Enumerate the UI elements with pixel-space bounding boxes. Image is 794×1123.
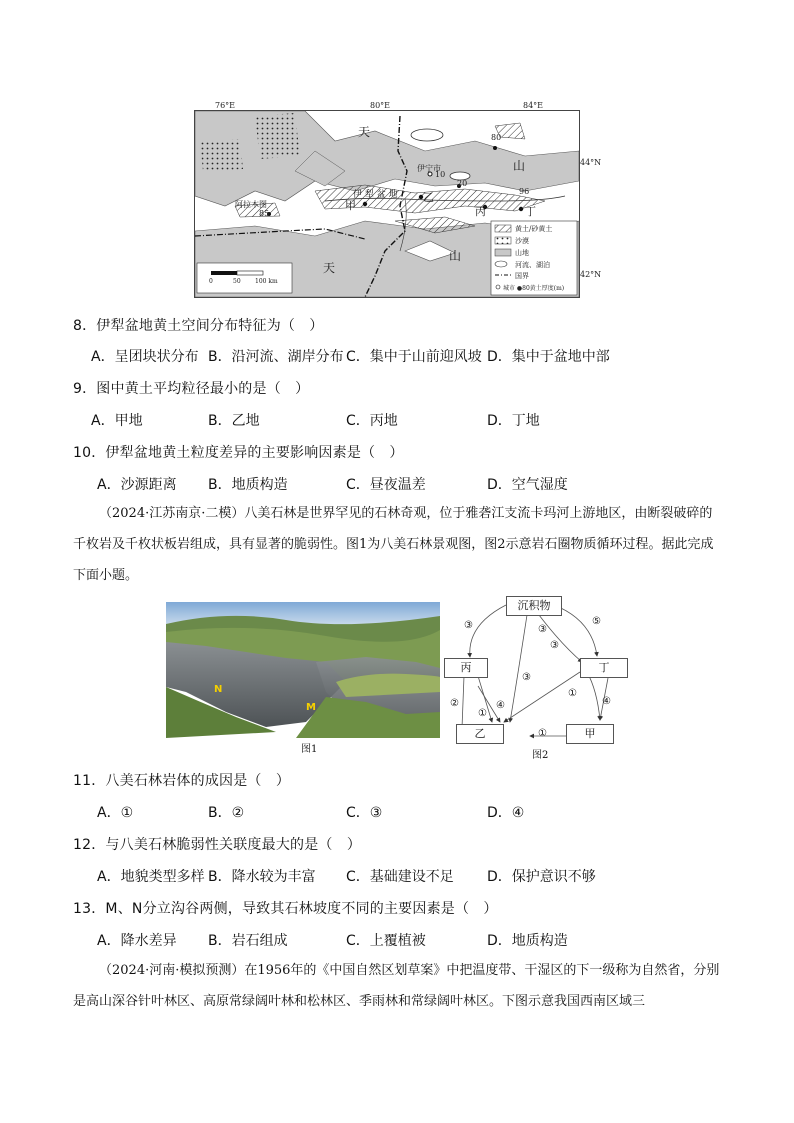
arrow-label-7: ④ — [602, 696, 611, 707]
q10-option-c[interactable]: C．昼夜温差 — [346, 477, 426, 493]
figure-2-caption: 图2 — [532, 750, 549, 761]
scale-0: 0 — [209, 278, 213, 285]
q9-option-c[interactable]: C．丙地 — [346, 413, 398, 429]
thickness-20: 20 — [457, 179, 468, 188]
figure-1-caption: 图1 — [301, 744, 318, 755]
photo-mark-n: N — [214, 684, 223, 695]
question-13-stem: 13．M、N分立沟谷两侧，导致其石林坡度不同的主要因素是（ ） — [73, 901, 498, 917]
question-12-stem: 12．与八美石林脆弱性关联度最大的是（ ） — [73, 837, 362, 853]
label-bing: 丙 — [475, 205, 486, 218]
question-11-stem: 11．八美石林岩体的成因是（ ） — [73, 773, 291, 789]
photo-mark-m: M — [306, 702, 316, 713]
arrow-label-4: ③ — [550, 640, 559, 651]
scale-100km: 100 km — [255, 278, 278, 285]
label-shan-south: 山 — [449, 249, 462, 263]
yili-basin-map — [194, 110, 580, 298]
lake — [411, 129, 443, 141]
q10-option-b[interactable]: B．地质构造 — [208, 477, 288, 493]
passage-bamei-stone-forest: （2024·江苏南京·二模）八美石林是世界罕见的石林奇观，位于雅砻江支流卡玛河上游地区，由断裂破碎的千枚岩及千枚状板岩组成，具有显著的脆弱性。图1为八美石林景观图，图2示意岩石圈物质循环过程。据此完成下面小题。 — [73, 506, 714, 583]
q10-option-d[interactable]: D．空气湿度 — [487, 477, 568, 493]
passage-natural-regions: （2024·河南·模拟预测）在1956年的《中国自然区划草案》中把温度带、干湿区的下一级称为自然省，分别是高山深谷针叶林区、高原常绿阔叶林和松林区、季雨林和常绿阔叶林区。下图示意我国西南区域三 — [73, 963, 720, 1009]
label-yi: 乙 — [423, 191, 434, 204]
q11-option-d[interactable]: D．④ — [487, 805, 525, 821]
thickness-80: 80 — [491, 133, 502, 142]
q12-option-a[interactable]: A．地貌类型多样 — [97, 869, 205, 885]
arrow-label-6: ① — [568, 688, 577, 699]
node-yi: 乙 — [456, 724, 504, 744]
legend-mountain: 山地 — [515, 249, 529, 257]
node-sediment: 沉积物 — [506, 596, 562, 616]
node-bing: 丙 — [444, 658, 488, 678]
arrow-label-9: ① — [478, 708, 487, 719]
thickness-85: 85 — [259, 209, 270, 218]
q11-option-c[interactable]: C．③ — [346, 805, 383, 821]
lat-label-44: 44°N — [580, 158, 602, 167]
label-tian-south: 天 — [323, 261, 336, 275]
arrow-label-3: ⑤ — [592, 616, 601, 627]
q9-option-b[interactable]: B．乙地 — [208, 413, 260, 429]
q8-option-a[interactable]: A．呈团块状分布 — [91, 349, 199, 365]
label-almaty: 阿拉木图 — [235, 200, 267, 209]
q12-option-d[interactable]: D．保护意识不够 — [487, 869, 596, 885]
desert-area — [255, 113, 300, 159]
label-yili-basin: 伊 犁 盆 地 — [353, 190, 398, 200]
legend-loess: 黄土/砂黄土 — [515, 225, 553, 233]
lon-label-80: 80°E — [370, 101, 391, 110]
q12-option-c[interactable]: C．基础建设不足 — [346, 869, 454, 885]
arrow-label-1: ③ — [464, 620, 473, 631]
q13-option-a[interactable]: A．降水差异 — [97, 933, 177, 949]
legend-desert: 沙漠 — [515, 237, 529, 245]
figure-2-rock-cycle — [442, 590, 642, 756]
arrow-label-8: ② — [450, 698, 459, 709]
legend-river-lake: 河流、湖泊 — [515, 261, 550, 269]
legend-city-thickness: 城市 ●80黄土厚度(m) — [503, 285, 565, 292]
q13-option-d[interactable]: D．地质构造 — [487, 933, 568, 949]
lon-label-84: 84°E — [523, 101, 544, 110]
q13-option-c[interactable]: C．上覆植被 — [346, 933, 426, 949]
scale-50: 50 — [233, 278, 241, 285]
point-jia — [363, 202, 367, 206]
thickness-10: 10 — [435, 170, 446, 179]
lat-label-42: 42°N — [580, 270, 602, 279]
legend-border: 国界 — [515, 272, 529, 280]
q9-option-d[interactable]: D．丁地 — [487, 413, 540, 429]
thickness-96: 96 — [519, 187, 530, 196]
q9-option-a[interactable]: A．甲地 — [91, 413, 143, 429]
q8-option-c[interactable]: C．集中于山前迎风坡 — [346, 349, 482, 365]
question-8-stem: 8．伊犁盆地黄土空间分布特征为（ ） — [73, 318, 324, 334]
label-ding: 丁 — [525, 205, 536, 218]
question-10-stem: 10．伊犁盆地黄土粒度差异的主要影响因素是（ ） — [73, 445, 404, 461]
label-yining-city: 伊宁市 — [417, 164, 441, 173]
node-ding: 丁 — [580, 658, 628, 678]
label-tian-north: 天 — [358, 125, 371, 139]
q12-option-b[interactable]: B．降水较为丰富 — [208, 869, 316, 885]
question-9-stem: 9．图中黄土平均粒径最小的是（ ） — [73, 381, 310, 397]
q11-option-a[interactable]: A．① — [97, 805, 134, 821]
point-ding — [519, 207, 523, 211]
arrow-label-2: ③ — [538, 624, 547, 635]
q11-option-b[interactable]: B．② — [208, 805, 245, 821]
q8-option-d[interactable]: D．集中于盆地中部 — [487, 349, 610, 365]
figure-1-photo — [166, 602, 440, 738]
lon-label-76: 76°E — [215, 101, 236, 110]
arrow-label-10: ④ — [496, 700, 505, 711]
arrow-label-5: ③ — [522, 672, 531, 683]
label-shan-north: 山 — [513, 159, 526, 173]
q13-option-b[interactable]: B．岩石组成 — [208, 933, 288, 949]
q8-option-b[interactable]: B．沿河流、湖岸分布 — [208, 349, 344, 365]
node-jia: 甲 — [566, 724, 614, 744]
q10-option-a[interactable]: A．沙源距离 — [97, 477, 177, 493]
arrow-label-11: ① — [538, 728, 547, 739]
label-jia: 甲 — [345, 199, 356, 212]
